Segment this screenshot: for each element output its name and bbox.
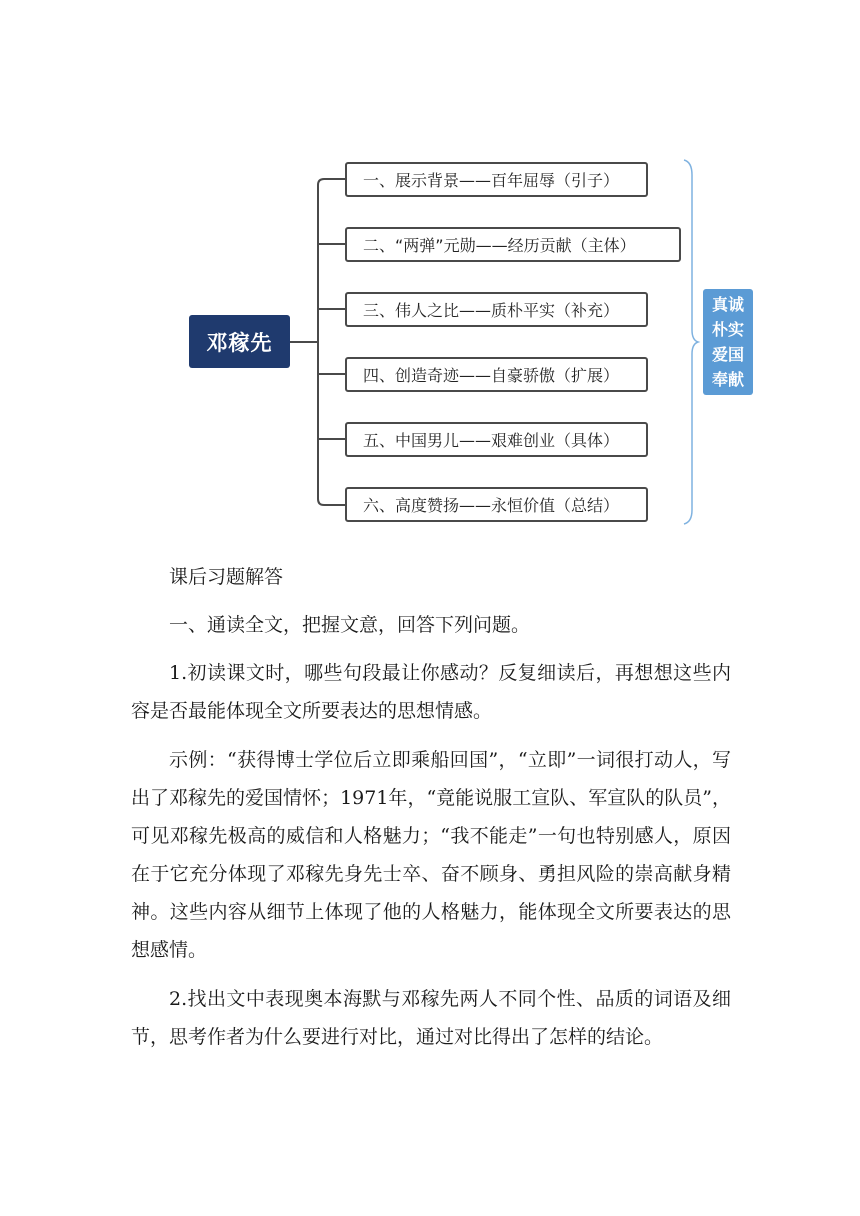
trunk-line (318, 179, 345, 505)
mind-map (0, 0, 860, 540)
root-node: 邓稼先 (189, 315, 290, 368)
branch-node-4: 四、创造奇迹——自豪骄傲（扩展） (345, 357, 648, 392)
branch-node-2: 二、“两弹”元勋——经历贡献（主体） (345, 227, 681, 262)
answer-1: 示例：“获得博士学位后立即乘船回国”，“立即”一词很打动人，写出了邓稼先的爱国情怀；1971年，“竟能说服工宣队、军宣队的队员”，可见邓稼先极高的威信和人格魅力；“我不能走”一句也特别感人，原因在于它充分体现了邓稼先身先士卒、奋不顾身、勇担风险的崇高献身精神。这些内容从细节上体现了他的人格魅力，能体现全文所要表达的思想感情。 (131, 749, 731, 961)
document-body (131, 558, 731, 1067)
summary-word-1: 真诚 (711, 295, 744, 314)
summary-word-4: 奉献 (711, 370, 744, 389)
question-2: 2.找出文中表现奥本海默与邓稼先两人不同个性、品质的词语及细节，思考作者为什么要进行对比，通过对比得出了怎样的结论。 (131, 988, 731, 1048)
branch-node-3: 三、伟人之比——质朴平实（补充） (345, 292, 648, 327)
part-one-title: 一、通读全文，把握文意，回答下列问题。 (169, 614, 531, 636)
summary-brace (684, 160, 698, 524)
mind-map-connectors (0, 0, 860, 540)
question-1: 1.初读课文时，哪些句段最让你感动？反复细读后，再想想这些内容是否最能体现全文所要表达的思想情感。 (131, 662, 731, 722)
section-title: 课后习题解答 (169, 566, 284, 588)
summary-word-2: 朴实 (711, 320, 744, 339)
branch-node-6: 六、高度赞扬——永恒价值（总结） (345, 487, 648, 522)
summary-word-3: 爱国 (711, 345, 744, 364)
branch-node-5: 五、中国男儿——艰难创业（具体） (345, 422, 648, 457)
summary-box (703, 289, 753, 395)
branch-node-1: 一、展示背景——百年屈辱（引子） (345, 162, 648, 197)
